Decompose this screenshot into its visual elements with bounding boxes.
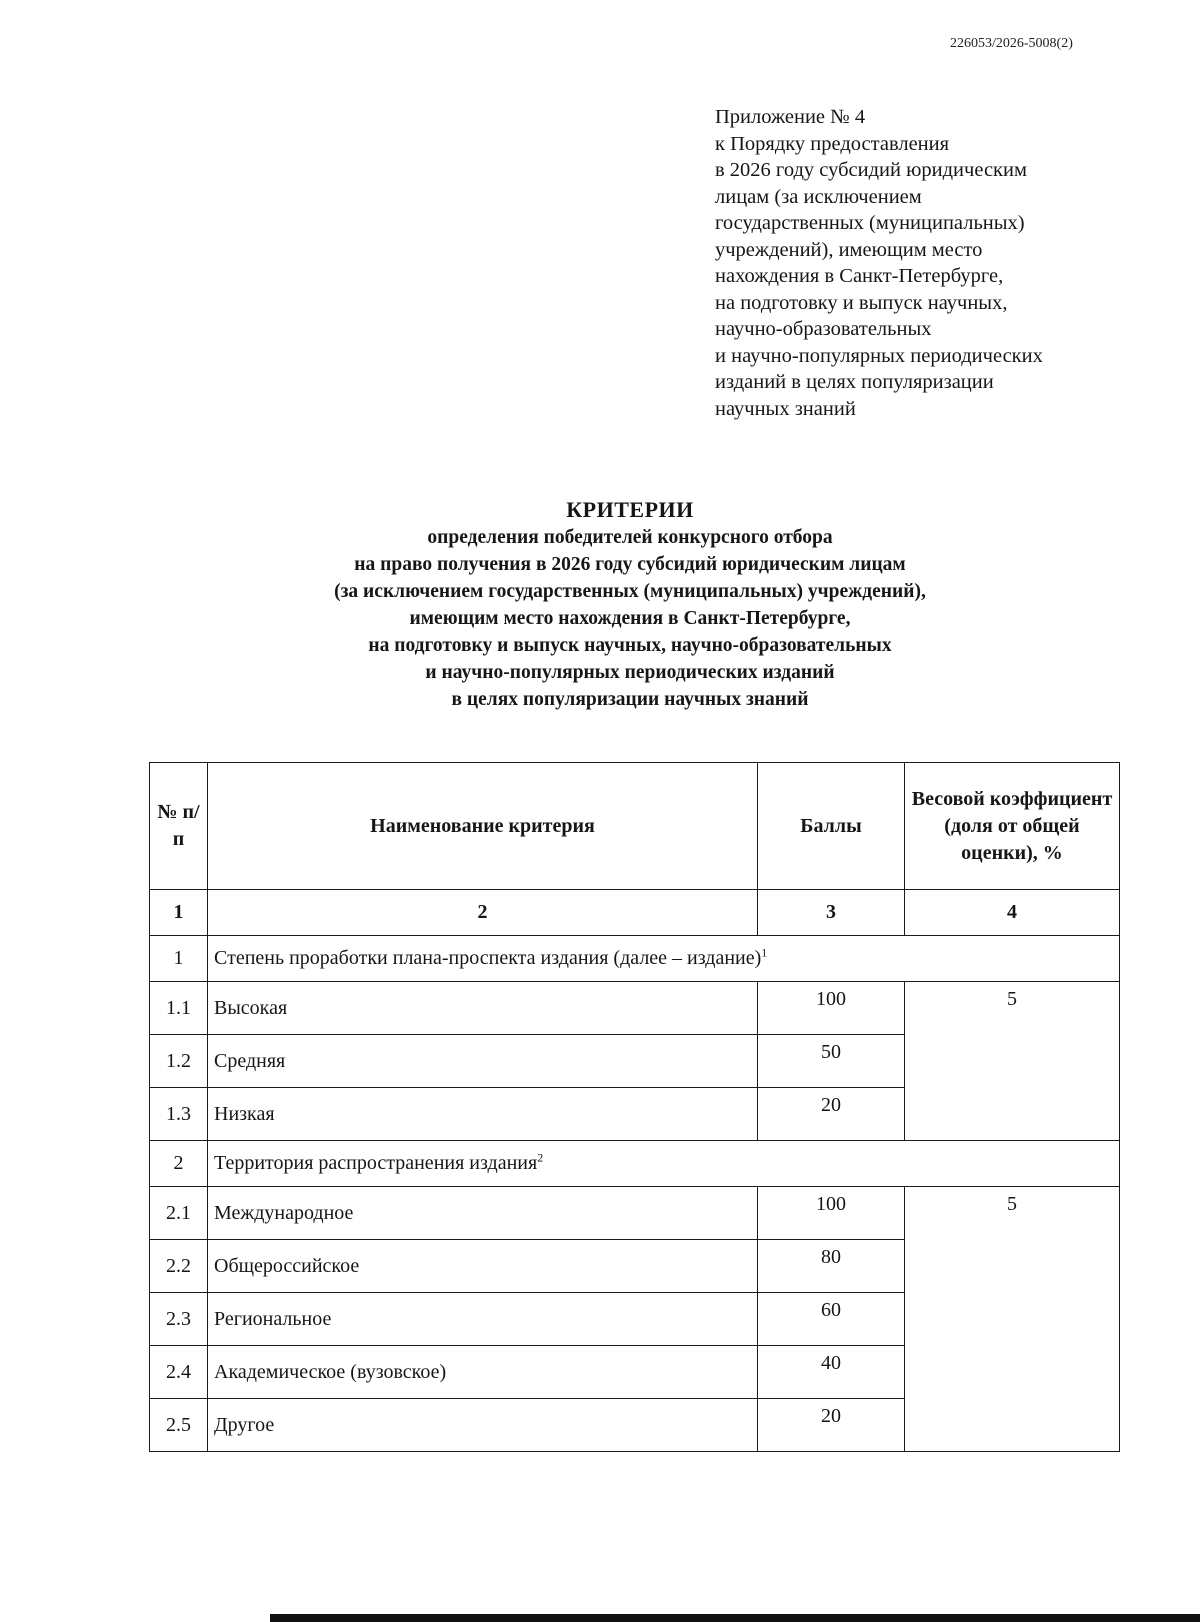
- scan-edge-bar: [270, 1614, 1200, 1622]
- item-name: Другое: [208, 1399, 758, 1452]
- header-score: Баллы: [758, 763, 905, 890]
- appendix-line: в 2026 году субсидий юридическим: [715, 159, 1027, 181]
- item-number: 2.1: [150, 1187, 208, 1240]
- group-number: 1: [150, 936, 208, 982]
- document-title-block: [200, 496, 1060, 713]
- column-index: 4: [905, 890, 1120, 936]
- column-index-row: [150, 890, 1120, 936]
- column-index: 2: [208, 890, 758, 936]
- item-name: Низкая: [208, 1088, 758, 1141]
- criteria-table: [149, 762, 1120, 1452]
- subtitle-line: на право получения в 2026 году субсидий юридическим лицам: [354, 554, 906, 575]
- subtitle-line: (за исключением государственных (муниципальных) учреждений),: [334, 581, 926, 602]
- header-num: № п/п: [150, 763, 208, 890]
- item-score: 100: [758, 1187, 905, 1240]
- criterion-group-row: [150, 936, 1120, 982]
- appendix-line: и научно-популярных периодических: [715, 344, 1043, 367]
- item-name: Высокая: [208, 982, 758, 1035]
- item-number: 2.5: [150, 1399, 208, 1452]
- footnote-mark: 2: [537, 1150, 544, 1165]
- table-header-row: [150, 763, 1120, 890]
- appendix-line: к Порядку предоставления: [715, 132, 950, 155]
- item-name: Региональное: [208, 1293, 758, 1346]
- subtitle-line: на подготовку и выпуск научных, научно-образовательных: [368, 635, 892, 656]
- footnote-mark: 1: [761, 945, 768, 960]
- appendix-line: государственных (муниципальных): [715, 212, 1025, 234]
- item-name: Академическое (вузовское): [208, 1346, 758, 1399]
- document-title: КРИТЕРИИ: [566, 497, 694, 522]
- subtitle-line: в целях популяризации научных знаний: [451, 689, 809, 710]
- item-name: Международное: [208, 1187, 758, 1240]
- appendix-line: лицам (за исключением: [715, 185, 922, 208]
- subtitle-line: и научно-популярных периодических изданий: [425, 662, 835, 683]
- appendix-line: научно-образовательных: [715, 318, 932, 340]
- item-score: 20: [758, 1088, 905, 1141]
- subtitle-line: имеющим место нахождения в Санкт-Петербурге,: [409, 608, 851, 629]
- group-title-text: Степень проработки плана-проспекта издания (далее – издание): [214, 947, 762, 969]
- item-number: 1.3: [150, 1088, 208, 1141]
- appendix-note: [715, 104, 1155, 422]
- item-score: 80: [758, 1240, 905, 1293]
- appendix-line: нахождения в Санкт-Петербурге,: [715, 265, 1004, 287]
- item-number: 2.3: [150, 1293, 208, 1346]
- item-name: Средняя: [208, 1035, 758, 1088]
- document-registration-number: 226053/2026-5008(2): [950, 36, 1073, 51]
- item-score: 50: [758, 1035, 905, 1088]
- appendix-line: на подготовку и выпуск научных,: [715, 291, 1008, 314]
- group-number: 2: [150, 1141, 208, 1187]
- appendix-line: Приложение № 4: [715, 106, 866, 128]
- item-score: 60: [758, 1293, 905, 1346]
- group-title-text: Территория распространения издания: [214, 1152, 538, 1174]
- item-number: 1.1: [150, 982, 208, 1035]
- item-score: 100: [758, 982, 905, 1035]
- column-index: 1: [150, 890, 208, 936]
- item-score: 40: [758, 1346, 905, 1399]
- header-criterion-name: Наименование критерия: [208, 763, 758, 890]
- group-weight: 5: [905, 1187, 1120, 1452]
- criterion-group-row: [150, 1141, 1120, 1187]
- table-row: [150, 982, 1120, 1035]
- table-row: [150, 1187, 1120, 1240]
- column-index: 3: [758, 890, 905, 936]
- group-weight: 5: [905, 982, 1120, 1141]
- group-title: [208, 1141, 1120, 1187]
- item-number: 1.2: [150, 1035, 208, 1088]
- group-title: [208, 936, 1120, 982]
- appendix-line: научных знаний: [715, 397, 856, 420]
- item-name: Общероссийское: [208, 1240, 758, 1293]
- item-score: 20: [758, 1399, 905, 1452]
- item-number: 2.4: [150, 1346, 208, 1399]
- appendix-line: учреждений), имеющим место: [715, 238, 983, 261]
- subtitle-line: определения победителей конкурсного отбора: [427, 527, 833, 548]
- item-number: 2.2: [150, 1240, 208, 1293]
- header-weight: Весовой коэффициент (доля от общей оценки), %: [905, 763, 1120, 890]
- appendix-line: изданий в целях популяризации: [715, 371, 994, 393]
